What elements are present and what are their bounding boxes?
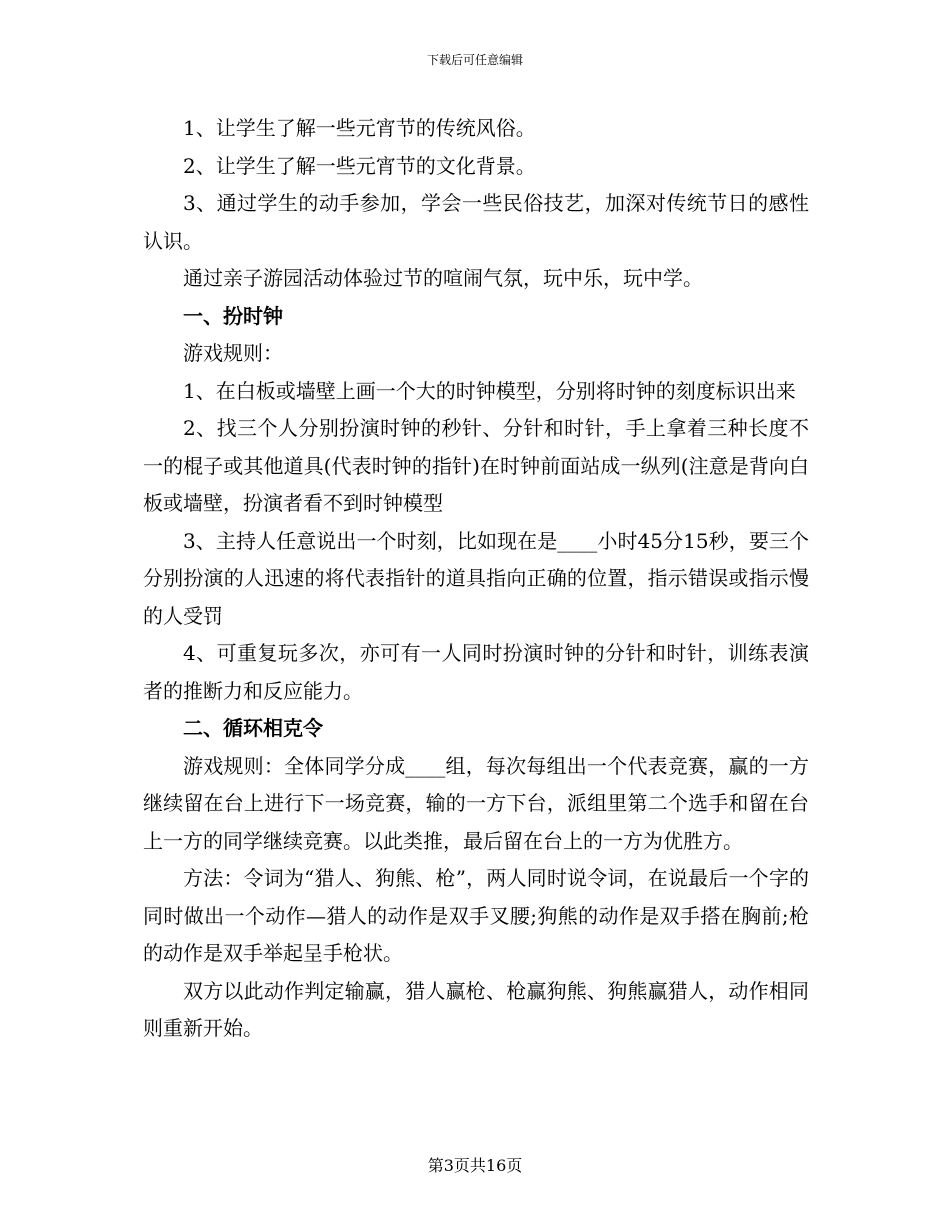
cycle-game-method: 方法：令词为“猎人、狗熊、枪”，两人同时说令词，在说最后一个字的同时做出一个动作—猎人的动作是双手叉腰;狗熊的动作是双手搭在胸前;枪的动作是双手举起呈手枪状。 [143,866,809,965]
clock-rule-4: 4、可重复玩多次，亦可有一人同时扮演时钟的分针和时针，训练表演者的推断力和反应能力。 [143,641,809,703]
page-header: 下载后可任意编辑 [426,53,523,67]
cycle-game-rules: 游戏规则：全体同学分成____组，每次每组出一个代表竞赛，赢的一方继续留在台上进行下一场竞赛，输的一方下台，派组里第二个选手和留在台上一方的同学继续竞赛。以此类推，最后留在台上的一方为优胜方。 [143,753,809,853]
clock-rule-1: 1、在白板或墙壁上画一个大的时钟模型，分别将时钟的刻度标识出来 [183,378,796,403]
game-rules-label: 游戏规则： [183,341,283,365]
section-heading-clock: 一、扮时钟 [183,303,283,328]
cycle-game-judgement: 双方以此动作判定输赢，猎人赢枪、枪赢狗熊、狗熊赢猎人，动作相同则重新开始。 [143,978,809,1040]
page-footer: 第3页共16页 [427,1156,523,1175]
clock-rule-3: 3、主持人任意说出一个时刻，比如现在是____小时45分15秒，要三个分别扮演的人迅速的将代表指针的道具指向正确的位置，指示错误或指示慢的人受罚 [143,528,809,628]
objective-3: 3、通过学生的动手参加，学会一些民俗技艺，加深对传统节日的感性认识。 [143,191,809,253]
document-body [143,110,809,1048]
section-heading-cycle: 二、循环相克令 [183,716,323,740]
activity-summary: 通过亲子游园活动体验过节的喧闹气氛，玩中乐，玩中学。 [183,266,703,290]
objective-2: 2、让学生了解一些元宵节的文化背景。 [183,153,536,178]
clock-rule-2: 2、找三个人分别扮演时钟的秒针、分针和时针，手上拿着三种长度不一的棍子或其他道具(代表时钟的指针)在时钟前面站成一纵列(注意是背向白板或墙壁，扮演者看不到时钟模型 [143,416,809,515]
objective-1: 1、让学生了解一些元宵节的传统风俗。 [183,116,536,140]
